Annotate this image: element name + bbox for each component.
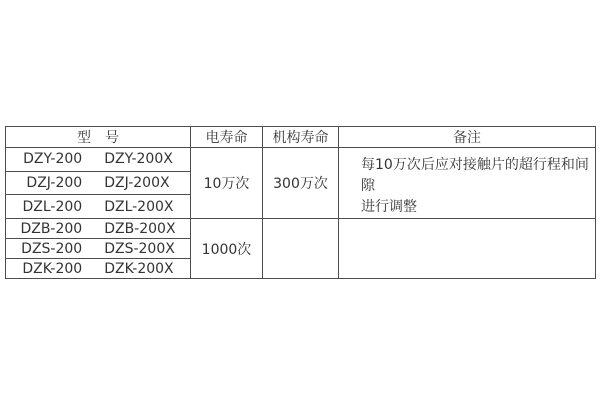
remarks-group-1 xyxy=(339,148,596,219)
model-base: DZY-200 xyxy=(23,151,83,168)
model-cell-dzl xyxy=(6,195,191,219)
model-base: DZL-200 xyxy=(22,198,83,215)
mechanical-life-group-1: 300万次 xyxy=(263,148,339,219)
mechanical-life-group-2 xyxy=(263,219,339,279)
electrical-life-group-1: 10万次 xyxy=(191,148,263,219)
col-header-electrical-life: 电寿命 xyxy=(191,127,263,148)
remarks-group-2 xyxy=(339,219,596,279)
remarks-line-2 xyxy=(361,247,591,268)
remarks-line-2: 进行调整 xyxy=(361,199,417,215)
model-variant: DZL-200X xyxy=(104,198,174,215)
model-variant: DZY-200X xyxy=(104,151,173,168)
col-header-model: 型 号 xyxy=(6,127,191,148)
model-base: DZJ-200 xyxy=(26,174,83,191)
model-base: DZK-200 xyxy=(22,260,83,277)
header-row xyxy=(6,127,596,148)
col-header-mechanical-life: 机构寿命 xyxy=(263,127,339,148)
model-cell-dzb xyxy=(6,219,191,239)
col-header-remarks: 备注 xyxy=(339,127,596,148)
model-variant: DZJ-200X xyxy=(104,174,170,191)
model-cell-dzs xyxy=(6,239,191,259)
model-variant: DZK-200X xyxy=(104,260,174,277)
table-row xyxy=(6,219,596,239)
remarks-line-1: 每10万次后应对接触片的超行程和间隙 xyxy=(361,157,589,194)
model-base: DZS-200 xyxy=(21,240,83,257)
electrical-life-group-2: 1000次 xyxy=(191,219,263,279)
model-cell-dzk xyxy=(6,259,191,279)
table-row xyxy=(6,148,596,172)
model-cell-dzy xyxy=(6,148,191,172)
model-base: DZB-200 xyxy=(20,220,83,237)
spec-table xyxy=(5,126,596,279)
model-variant: DZS-200X xyxy=(104,240,175,257)
model-variant: DZB-200X xyxy=(104,220,176,237)
model-cell-dzj xyxy=(6,171,191,195)
remarks-line-1 xyxy=(361,226,591,247)
